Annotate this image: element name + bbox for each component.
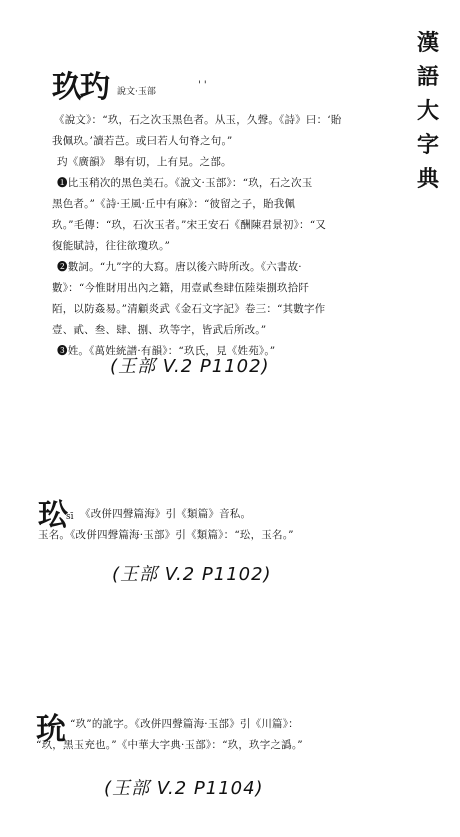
entry-line: 玓《廣韻》 舉有切，上有見。之部。 bbox=[57, 156, 232, 168]
title-char: 漢 bbox=[416, 30, 439, 56]
entry-line: 陌，以防姦易。”清顧炎武《金石文字記》卷三：“其數字作 bbox=[52, 303, 326, 315]
entry-line: 玉名。《改併四聲篇海·玉部》引《類篇》：“玜，玉名。” bbox=[38, 529, 294, 541]
entry-line: 《說文》：“玖，石之次玉黑色者。从玉，久聲。《詩》曰：‘貽 bbox=[54, 114, 342, 126]
entry-line: “玖，黑玉充也。”《中華大字典·玉部》：“玖，玖字之譌。” bbox=[36, 739, 303, 751]
entry-line: 《改併四聲篇海》引《類篇》音私。 bbox=[80, 508, 252, 520]
entry-body bbox=[38, 504, 294, 546]
entry-source: 說文·玉部 bbox=[117, 87, 156, 97]
title-char: 大 bbox=[416, 98, 439, 124]
entry-line: 數》：“今惟財用出內之籍，用壹貳叁肆伍陸柒捌玖拾阡 bbox=[52, 282, 310, 294]
entry-line: 壹、貳、叁、肆、捌、玖等字，皆武后所改。” bbox=[52, 324, 267, 336]
handwritten-note: (王部 V.2 P1104) bbox=[104, 778, 264, 799]
entry-line: 我佩玖。’讀若芑。或曰若人句脊之句。” bbox=[52, 135, 233, 147]
entry-headword: 玧 bbox=[36, 712, 64, 747]
dictionary-title bbox=[416, 26, 440, 196]
entry-line: 黑色者。”《詩·王風·丘中有麻》：“彼留之子，貽我佩 bbox=[52, 198, 296, 210]
handwritten-note: (王部 V.2 P1102) bbox=[110, 356, 270, 377]
entry-line: ❷數詞。“九”字的大寫。唐以後六時所改。《六書故· bbox=[57, 261, 302, 273]
handwritten-note: (王部 V.2 P1102) bbox=[112, 564, 272, 585]
title-char: 語 bbox=[416, 64, 439, 90]
title-char: 典 bbox=[416, 166, 439, 192]
entry-line: 復能賦詩，往往欲瓊玖。” bbox=[52, 240, 171, 252]
entry-body bbox=[36, 714, 303, 756]
entry-mark: ' ' bbox=[198, 80, 207, 91]
entry-line: 玖。”毛傳：“玖，石次玉者。”宋王安石《酬陳君景初》：“又 bbox=[52, 219, 327, 231]
entry-line: ❶比玉稍次的黑色美石。《說文·玉部》：“玖，石之次玉 bbox=[57, 177, 313, 189]
entry-pinyin: sī bbox=[66, 512, 74, 522]
entry-line: ❸姓。《萬姓統譜·有韻》：“玖氏，見《姓苑》。” bbox=[57, 345, 276, 357]
title-char: 字 bbox=[416, 132, 439, 158]
entry-body bbox=[52, 110, 342, 362]
entry-headword: 玜 bbox=[38, 498, 66, 533]
entry-line: “玖”的訛字。《改併四聲篇海·玉部》引《川篇》： bbox=[70, 718, 299, 730]
entry-headword: 玖玓 bbox=[52, 70, 108, 105]
